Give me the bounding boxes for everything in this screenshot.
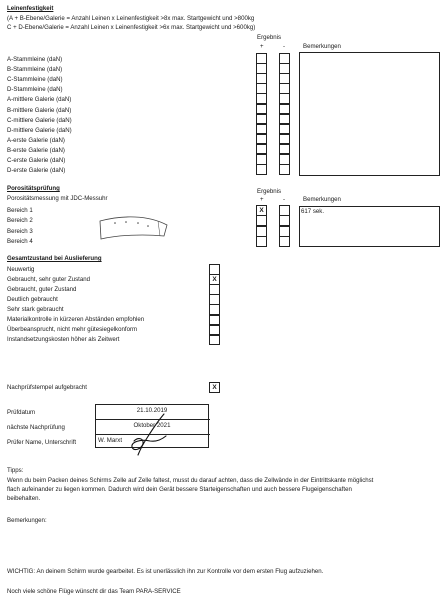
leinen-minus-cell[interactable]: [279, 83, 290, 94]
zustand-row-label: Sehr stark gebraucht: [7, 305, 64, 313]
leinen-plus-cell[interactable]: [256, 134, 267, 145]
zustand-row-label: Überbeansprucht, nicht mehr gütesiegelkonform: [7, 326, 138, 334]
zustand-checkbox[interactable]: [209, 325, 220, 336]
leinen-minus-cell[interactable]: [279, 124, 290, 135]
leinen-plus-cell[interactable]: [256, 124, 267, 135]
poro-plus-header: +: [260, 196, 264, 203]
leinen-title: Leinenfestigkeit: [7, 5, 54, 12]
tipps-line-2: flach aufeinander zu liegen kommen. Dadurch wird dein Gerät bessere Starteigenschaften und auch bessere Flugeigenschaften: [7, 486, 352, 493]
poro-remark-value: 617 sek.: [301, 208, 325, 215]
leinen-plus-cell[interactable]: [256, 53, 267, 64]
poro-title: Porositätsprüfung: [7, 185, 60, 192]
signature-icon: [128, 411, 170, 459]
leinen-row-label: C-erste Galerie (daN): [7, 157, 66, 164]
leinen-row-label: C-Stammleine (daN): [7, 76, 63, 84]
leinen-minus-header: -: [283, 43, 286, 50]
poro-bemerkungen-header: Bemerkungen: [303, 196, 341, 203]
leinen-plus-cell[interactable]: [256, 164, 267, 175]
leinen-row-label: A-mittlere Galerie (daN): [7, 96, 72, 104]
leinen-row-label: A-Stammleine (daN): [7, 56, 63, 63]
leinen-plus-cell[interactable]: [256, 73, 267, 84]
poro-subtitle: Porositätsmessung mit JDC-Messuhr: [7, 195, 108, 202]
poro-ergebnis-header: Ergebnis: [257, 188, 282, 195]
poro-row-label: Bereich 4: [7, 238, 33, 246]
poro-minus-cell[interactable]: [279, 205, 290, 216]
leinen-row-label: D-erste Galerie (daN): [7, 167, 66, 175]
zustand-checkbox[interactable]: [209, 264, 220, 275]
naechste-pruefung-value[interactable]: Oktober 2021: [133, 422, 171, 429]
poro-minus-header: -: [283, 196, 286, 203]
leinen-minus-cell[interactable]: [279, 73, 290, 84]
zustand-row-label: Gebraucht, sehr guter Zustand: [7, 275, 90, 283]
leinen-row-label: D-Stammleine (daN): [7, 86, 63, 94]
zustand-row-label: Materialkontrolle in kürzeren Abständen empfohlen: [7, 316, 145, 323]
leinen-plus-cell[interactable]: [256, 83, 267, 94]
zustand-checkbox[interactable]: X: [209, 274, 220, 285]
wing-sketch-icon: [98, 210, 170, 242]
zustand-row-label: Gebraucht, guter Zustand: [7, 285, 77, 293]
leinen-plus-cell[interactable]: [256, 93, 267, 104]
leinen-note-2: C + D-Ebene/Galerie = Anzahl Leinen x Leinenfestigkeit >6x max. Startgewicht und >600kg): [7, 24, 256, 31]
zustand-title: Gesamtzustand bei Auslieferung: [7, 255, 102, 262]
poro-plus-cell[interactable]: [256, 226, 267, 237]
poro-row-label: Bereich 2: [7, 217, 33, 225]
leinen-minus-cell[interactable]: [279, 114, 290, 125]
leinen-plus-cell[interactable]: [256, 63, 267, 74]
leinen-minus-cell[interactable]: [279, 104, 290, 115]
zustand-row-label: Neuwertig: [7, 265, 35, 273]
leinen-row-label: C-mittlere Galerie (daN): [7, 116, 72, 124]
pruefer-label: Prüfer Name, Unterschrift: [7, 439, 77, 446]
poro-minus-cell[interactable]: [279, 215, 290, 226]
leinen-minus-cell[interactable]: [279, 93, 290, 104]
leinen-minus-cell[interactable]: [279, 154, 290, 165]
poro-minus-cell[interactable]: [279, 236, 290, 247]
zustand-checkbox[interactable]: [209, 315, 220, 326]
naechste-pruefung-label: nächste Nachprüfung: [7, 424, 65, 431]
bemerkungen-label: Bemerkungen:: [7, 517, 47, 524]
leinen-bemerkungen-header: Bemerkungen: [303, 43, 341, 50]
tipps-title: Tipps:: [7, 467, 24, 474]
poro-plus-cell[interactable]: [256, 236, 267, 247]
leinen-row-label: D-mittlere Galerie (daN): [7, 126, 72, 134]
zustand-checkbox[interactable]: [209, 335, 220, 346]
poro-plus-cell[interactable]: [256, 215, 267, 226]
poro-row-label: Bereich 3: [7, 227, 33, 235]
leinen-ergebnis-header: Ergebnis: [257, 34, 282, 41]
leinen-row-label: B-mittlere Galerie (daN): [7, 106, 72, 114]
leinen-minus-cell[interactable]: [279, 164, 290, 175]
leinen-row-label: B-Stammleine (daN): [7, 66, 63, 74]
leinen-plus-cell[interactable]: [256, 104, 267, 115]
leinen-plus-cell[interactable]: [256, 154, 267, 165]
leinen-row-label: A-erste Galerie (daN): [7, 136, 65, 144]
pruefdatum-value[interactable]: 21.10.2019: [136, 407, 168, 414]
wichtig-note: WICHTIG: An deinem Schirm wurde gearbeitet. Es ist unerlässlich ihn zur Kontrolle vor dem ersten Flug aufzuziehen.: [7, 568, 324, 575]
poro-plus-cell[interactable]: X: [256, 205, 267, 216]
leinen-plus-cell[interactable]: [256, 144, 267, 155]
leinen-minus-cell[interactable]: [279, 63, 290, 74]
poro-minus-cell[interactable]: [279, 226, 290, 237]
stempel-label: Nachprüfstempel aufgebracht: [7, 384, 87, 391]
zustand-checkbox[interactable]: [209, 294, 220, 305]
zustand-row-label: Deutlich gebraucht: [7, 295, 58, 303]
poro-remarks-box[interactable]: [299, 206, 440, 247]
leinen-plus-cell[interactable]: [256, 114, 267, 125]
tipps-line-1: Wenn du beim Packen deines Schirms Zelle auf Zelle faltest, musst du darauf achten, dass die Zellwände in der Eintrittskante möglichst: [7, 477, 374, 484]
leinen-remarks-box[interactable]: [299, 52, 440, 176]
pruefdatum-label: Prüfdatum: [7, 409, 36, 416]
zustand-row-label: Instandsetzungskosten höher als Zeitwert: [7, 336, 120, 344]
leinen-minus-cell[interactable]: [279, 144, 290, 155]
zustand-checkbox[interactable]: [209, 284, 220, 295]
leinen-minus-cell[interactable]: [279, 134, 290, 145]
poro-row-label: Bereich 1: [7, 207, 33, 214]
pruefer-value[interactable]: W. Marxt: [98, 437, 123, 444]
stempel-checkbox[interactable]: X: [209, 382, 220, 393]
leinen-minus-cell[interactable]: [279, 53, 290, 64]
zustand-checkbox[interactable]: [209, 304, 220, 315]
closing-line: Noch viele schöne Flüge wünscht dir das Team PARA-SERVICE: [7, 588, 181, 595]
tipps-line-3: beibehalten.: [7, 495, 41, 502]
leinen-row-label: B-erste Galerie (daN): [7, 146, 65, 154]
leinen-note-1: (A + B-Ebene/Galerie = Anzahl Leinen x Leinenfestigkeit >8x max. Startgewicht und >800kg: [7, 15, 255, 22]
leinen-plus-header: +: [260, 43, 264, 50]
